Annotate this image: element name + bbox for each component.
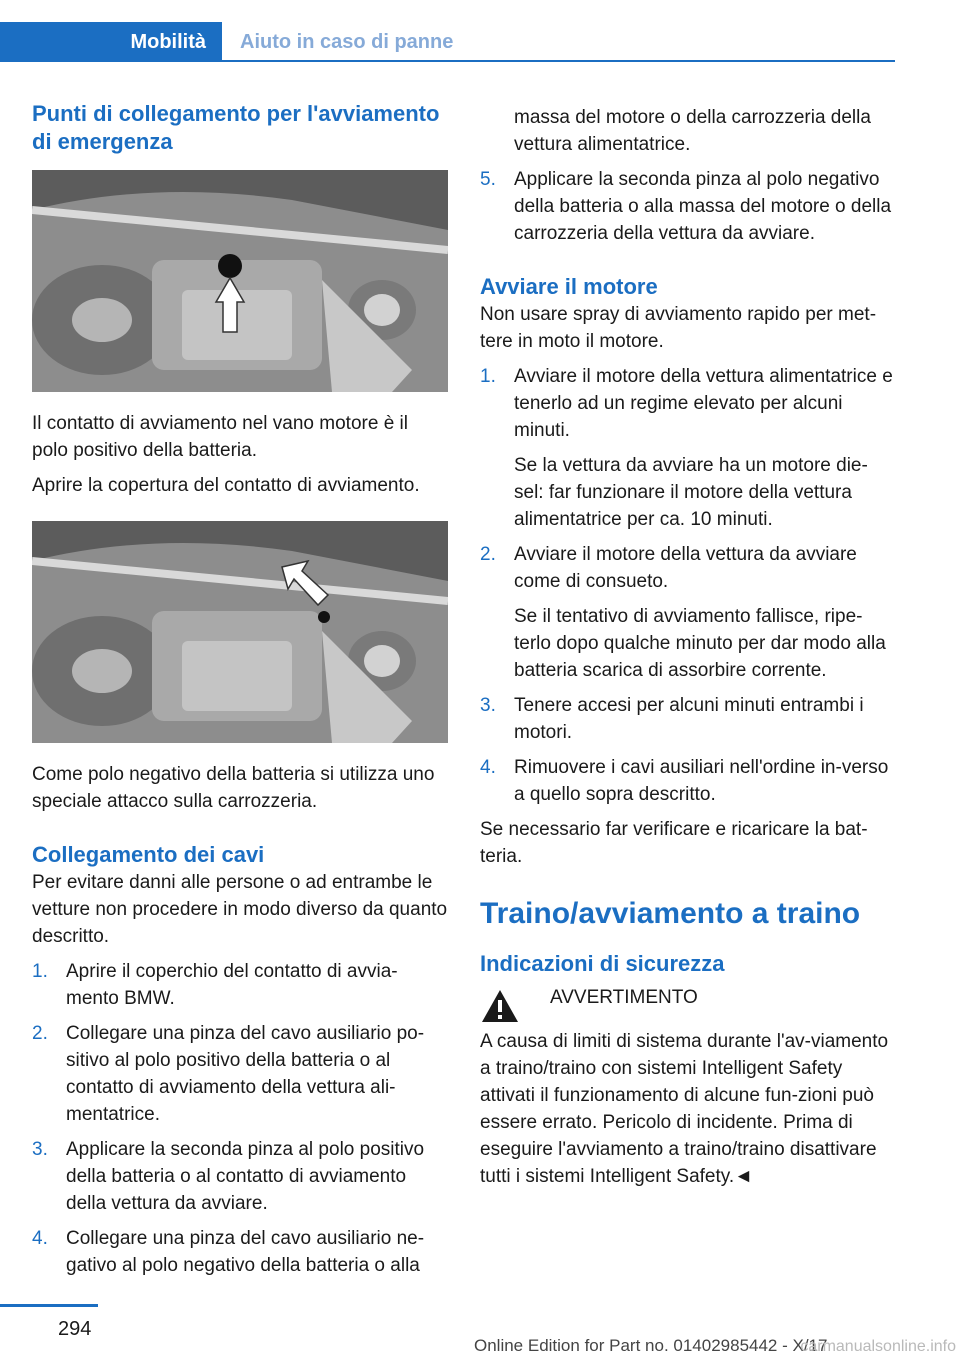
step-text: Applicare la seconda pinza al polo negativo della batteria o alla massa del motore o della carrozzeria della vettura da avviare. [514, 169, 892, 244]
section-heading-safety: Indicazioni di sicurezza [480, 951, 725, 976]
para-open-cover: Aprire la copertura del contatto di avviamento. [32, 475, 420, 496]
section-heading-start-engine: Avviare il motore [480, 274, 658, 299]
step-text: Collegare una pinza del cavo ausiliario po-sitivo al polo positivo della batteria o al contatto di avviamento della vettura ali-mentatrice. [66, 1023, 425, 1125]
warning-box [480, 984, 896, 1028]
para-no-spray: Non usare spray di avviamento rapido per met-tere in moto il motore. [480, 304, 877, 352]
list-item-continuation [480, 104, 896, 158]
engine-figure-1 [32, 170, 448, 392]
tab-aiuto-in-caso-di-panne[interactable]: Aiuto in caso di panne [240, 30, 454, 53]
list-item [32, 1136, 448, 1217]
warning-title: AVVERTIMENTO [550, 987, 698, 1008]
list-item [32, 1020, 448, 1128]
step-number: 3. [32, 1139, 48, 1160]
step-text: massa del motore o della carrozzeria della vettura alimentatrice. [514, 107, 871, 155]
step-text: Avviare il motore della vettura alimentatrice e tenerlo ad un regime elevato per alcuni minuti. [514, 366, 893, 441]
chapter-header [0, 22, 895, 62]
step-note: Se il tentativo di avviamento fallisce, ripe-terlo dopo qualche minuto per dar modo alla batteria scarica di assorbire corrente. [514, 606, 886, 681]
footer-divider [0, 1304, 98, 1307]
section-heading-jump-start-points: Punti di collegamento per l'avviamento di emergenza [32, 101, 440, 154]
step-number: 3. [480, 695, 496, 716]
step-text: Avviare il motore della vettura da avviare come di consueto. [514, 544, 857, 592]
edition-info: Online Edition for Part no. 01402985442 - X/17 [474, 1336, 828, 1355]
list-item [480, 692, 896, 746]
step-text: Applicare la seconda pinza al polo positivo della batteria o al contatto di avviamento della vettura da avviare. [66, 1139, 425, 1214]
para-battery-check: Se necessario far verificare e ricaricare la bat-teria. [480, 819, 868, 867]
step-text: Tenere accesi per alcuni minuti entrambi i motori. [514, 695, 864, 743]
step-number: 2. [32, 1023, 48, 1044]
step-text: Aprire il coperchio del contatto di avvia-mento BMW. [66, 961, 398, 1009]
warning-text: A causa di limiti di sistema durante l'av-viamento a traino/traino con sistemi Intelligent Safety attivati il funzionamento di alcune fun-zioni può essere errato. Pericolo di incidente. Prima di eseguire l'avviamento a traino/traino disattivare tutti i sistemi Intelligent Safety.◄ [480, 1031, 889, 1187]
header-divider [222, 60, 895, 62]
para-connect-warning: Per evitare danni alle persone o ad entrambe le vetture non procedere in modo diverso da quanto descritto. [32, 872, 448, 947]
step-text: Collegare una pinza del cavo ausiliario ne-gativo al polo negativo della batteria o alla [66, 1228, 425, 1276]
list-item [32, 1225, 448, 1279]
list-item [480, 166, 896, 247]
tab-mobilita[interactable]: Mobilità [0, 22, 222, 62]
chapter-heading-towing: Traino/avviamento a traino [480, 897, 861, 930]
list-item [480, 363, 896, 533]
step-number: 2. [480, 544, 496, 565]
para-start-contact: Il contatto di avviamento nel vano motore è il polo positivo della batteria. [32, 413, 408, 461]
watermark: carmanualsonline.info [800, 1338, 956, 1355]
section-heading-connect-cables: Collegamento dei cavi [32, 842, 265, 867]
step-number: 5. [480, 169, 496, 190]
step-number: 4. [480, 757, 496, 778]
list-item [32, 958, 448, 1012]
list-item [480, 754, 896, 808]
step-note: Se la vettura da avviare ha un motore die-sel: far funzionare il motore della vettura alimentatrice per ca. 10 minuti. [514, 455, 868, 530]
engine-figure-2 [32, 521, 448, 743]
warning-triangle-icon [480, 988, 520, 1024]
right-column [480, 100, 896, 1190]
page-number: 294 [58, 1318, 92, 1340]
step-number: 1. [32, 961, 48, 982]
step-text: Rimuovere i cavi ausiliari nell'ordine in-verso a quello sopra descritto. [514, 757, 889, 805]
step-number: 1. [480, 366, 496, 387]
para-negative-pole: Come polo negativo della batteria si utilizza uno speciale attacco sulla carrozzeria. [32, 764, 435, 812]
step-number: 4. [32, 1228, 48, 1249]
list-item [480, 541, 896, 684]
left-column [32, 100, 448, 1279]
